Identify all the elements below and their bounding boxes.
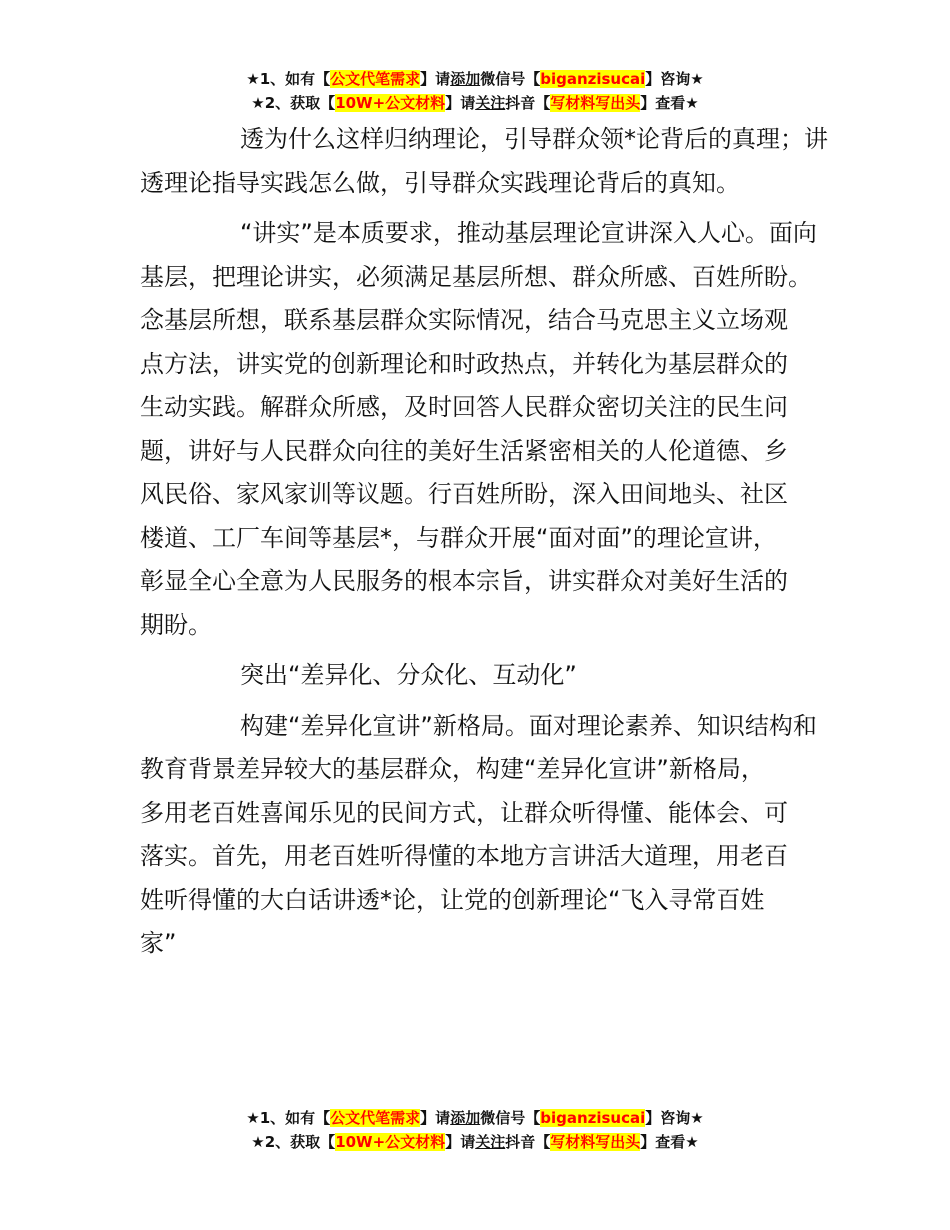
banner-underlined-text: 添加 <box>450 70 481 88</box>
text-line: 姓听得懂的大白话讲透*论，让党的创新理论“飞入寻常百姓 <box>140 885 765 914</box>
highlight-ghostwriting: 公文代笔需求 <box>330 1109 421 1127</box>
banner-text: 】请 <box>420 70 451 88</box>
banner-text: 微信号【 <box>480 70 541 88</box>
banner-text: 】请 <box>445 94 476 112</box>
banner-line-1 <box>0 67 950 91</box>
banner-text: 抖音【 <box>505 94 551 112</box>
text-line: 念基层所想，联系基层群众实际情况，结合马克思主义立场观 <box>140 306 788 334</box>
paragraph-2 <box>140 212 830 647</box>
text-line: 题，讲好与人民群众向往的美好生活紧密相关的人伦道德、乡 <box>140 436 788 465</box>
banner-text: 】咨询★ <box>645 70 704 88</box>
banner-text: ★2、获取【 <box>251 94 336 112</box>
highlight-ghostwriting: 公文代笔需求 <box>330 70 421 88</box>
banner-underlined-text: 关注 <box>475 94 506 112</box>
banner-text: 】请 <box>445 1133 476 1151</box>
text-line: 期盼。 <box>140 610 212 639</box>
text-line: 风民俗、家风家训等议题。行百姓所盼，深入田间地头、社区 <box>140 480 788 508</box>
banner-text: 】请 <box>420 1109 451 1127</box>
text-line: 生动实践。解群众所感，及时回答人民群众密切关注的民生问 <box>140 393 788 421</box>
banner-underlined-text: 关注 <box>475 1133 506 1151</box>
header-banner <box>0 67 950 115</box>
text-line: 突出“差异化、分众化、互动化” <box>240 661 577 689</box>
banner-text: ★2、获取【 <box>251 1133 336 1151</box>
highlight-materials: 10W+公文材料 <box>335 1133 446 1151</box>
text-line: 多用老百姓喜闻乐见的民间方式，让群众听得懂、能体会、可 <box>140 798 788 827</box>
banner-text: 】咨询★ <box>645 1109 704 1127</box>
text-line: “讲实”是本质要求，推动基层理论宣讲深入人心。面向 <box>240 219 817 247</box>
highlight-materials: 10W+公文材料 <box>335 94 446 112</box>
banner-text: 】查看★ <box>640 94 699 112</box>
text-line: 落实。首先，用老百姓听得懂的本地方言讲活大道理，用老百 <box>140 842 788 870</box>
banner-text: 微信号【 <box>480 1109 541 1127</box>
banner-line-1 <box>0 1106 950 1130</box>
banner-text: ★1、如有【 <box>246 70 331 88</box>
paragraph-3-heading <box>140 654 830 698</box>
banner-underlined-text: 添加 <box>450 1109 481 1127</box>
banner-line-2 <box>0 1130 950 1154</box>
text-line: 彰显全心全意为人民服务的根本宗旨，讲实群众对美好生活的 <box>140 567 788 595</box>
text-line: 基层，把理论讲实，必须满足基层所想、群众所感、百姓所盼。 <box>140 262 812 291</box>
footer-banner <box>0 1106 950 1154</box>
text-line: 透为什么这样归纳理论，引导群众领*论背后的真理；讲 <box>240 125 828 153</box>
highlight-wechat-id: biganzisucai <box>540 1109 646 1127</box>
banner-text: 】查看★ <box>640 1133 699 1151</box>
text-line: 构建“差异化宣讲”新格局。面对理论素养、知识结构和 <box>240 711 817 740</box>
text-line: 家” <box>140 929 177 957</box>
text-line: 点方法，讲实党的创新理论和时政热点，并转化为基层群众的 <box>140 349 788 378</box>
text-line: 楼道、工厂车间等基层*，与群众开展“面对面”的理论宣讲， <box>140 523 777 552</box>
paragraph-4 <box>140 705 830 966</box>
banner-text: ★1、如有【 <box>246 1109 331 1127</box>
highlight-douyin-account: 写材料写出头 <box>550 1133 641 1151</box>
highlight-wechat-id: biganzisucai <box>540 70 646 88</box>
document-body <box>140 118 830 973</box>
text-line: 透理论指导实践怎么做，引导群众实践理论背后的真知。 <box>140 168 740 197</box>
banner-line-2 <box>0 91 950 115</box>
highlight-douyin-account: 写材料写出头 <box>550 94 641 112</box>
banner-text: 抖音【 <box>505 1133 551 1151</box>
paragraph-1 <box>140 118 830 205</box>
text-line: 教育背景差异较大的基层群众，构建“差异化宣讲”新格局， <box>140 755 765 783</box>
